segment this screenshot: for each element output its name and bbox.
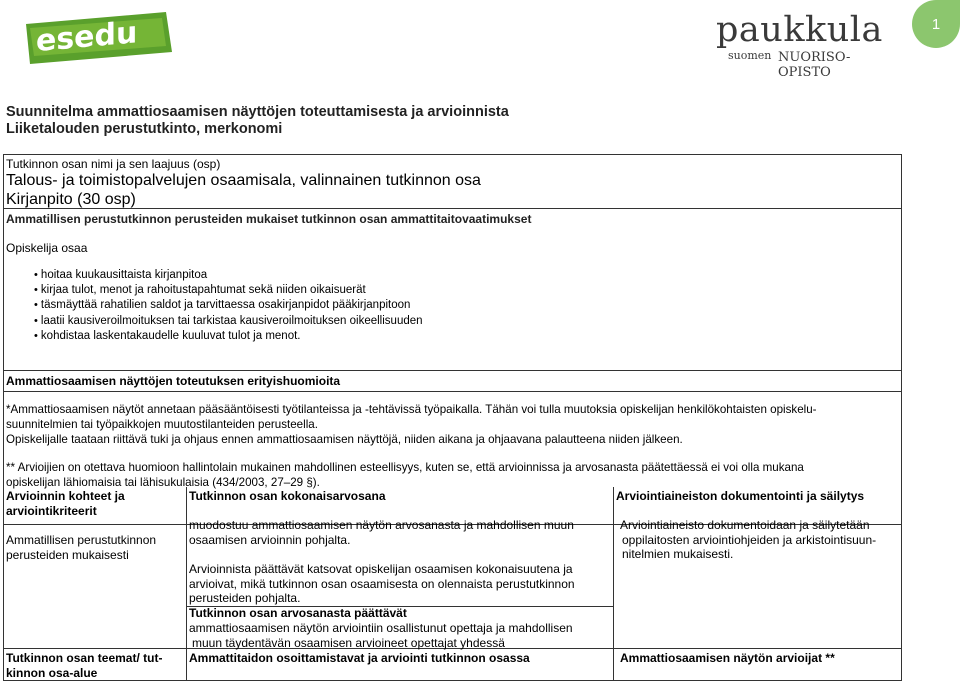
themes-heading: Tutkinnon osan teemat/ tut- kinnon osa-alue — [6, 651, 163, 680]
document-subtitle: Liiketalouden perustutkinto, merkonomi — [6, 121, 283, 137]
requirements-heading: Ammatillisen perustutkinnon perusteiden mukaiset tutkinnon osan ammattitaitovaatimukset — [6, 212, 532, 226]
paukkula-sub-suomen: suomen — [728, 49, 772, 62]
esedu-logo — [26, 12, 172, 64]
paukkula-wordmark: paukkula — [716, 10, 883, 50]
notes-paragraph-2: ** Arvioijien on otettava huomioon hallintolain mukainen mahdollinen esteellisyys, kuten se, että arvioinnissa ja arvosanasta päätettäessä ei voi olla mukana opiskelijan lähiomaisia tai lähisukulaisia (434/2003, 27–29 §). — [6, 461, 804, 489]
grade-heading: Tutkinnon osan kokonaisarvosana — [189, 489, 386, 503]
paukkula-logo — [716, 10, 894, 80]
notes-heading: Ammattiosaamisen näyttöjen toteutuksen erityishuomioita — [6, 374, 341, 388]
divider — [4, 208, 901, 209]
module-info-box — [3, 154, 902, 525]
list-item: • kohdistaa laskentakaudelle kuuluvat tulot ja menot. — [34, 329, 423, 344]
list-item: • kirjaa tulot, menot ja rahoitustapahtumat sekä niiden oikaisuerät — [34, 283, 423, 298]
divider — [4, 391, 901, 392]
table-cell-documentation — [613, 487, 902, 649]
divider — [4, 370, 901, 371]
grade-paragraph-2: Arvioinnista päättävät katsovat opiskelijan osaamisen kokonaisuutena ja arvioivat, mikä tutkinnon osan osaamisesta on olennaista perustutkinnon perusteiden pohjalta. — [189, 562, 575, 606]
documentation-heading: Arviointiaineiston dokumentointi ja säilytys — [616, 489, 865, 503]
requirements-intro: Opiskelija osaa — [6, 241, 88, 255]
list-item: • laatii kausiveroilmoituksen tai tarkistaa kausiveroilmoituksen oikeellisuuden — [34, 314, 423, 329]
svg-text:esedu: esedu — [36, 15, 138, 60]
paukkula-sub-nuoriso: NUORISO-OPISTO — [778, 50, 851, 80]
notes-paragraph-1: *Ammattiosaamisen näytöt annetaan pääsääntöisesti työtilanteissa ja -tehtävissä työpaikalla. Tähän voi tulla muutoksia opiskelijan henkilökohtaisten opiskelu- suunnitelmien tai työpaikkojen muutostilanteiden perusteella. Opiskelijalle taataan riittävä tuki ja ohjaus ennen ammattiosaamisen näyttöjä, niiden aikana ja ohjaavana palautteena niiden jälkeen. — [6, 403, 817, 446]
list-item: • täsmäyttää rahatilien saldot ja tarvittaessa osakirjanpidot pääkirjanpitoon — [34, 298, 423, 313]
assessors-heading: Ammattiosaamisen näytön arvioijat ** — [620, 651, 835, 665]
criteria-heading: Arvioinnin kohteet ja arviointikriteerit — [6, 489, 125, 518]
documentation-body: Arviointiaineisto dokumentoidaan ja säilytetään oppilaitosten arviointiohjeiden ja arkistointisuun- nitelmien mukaisesti. — [620, 518, 877, 562]
page-number-badge: 1 — [912, 0, 960, 48]
module-title-line2: Kirjanpito (30 osp) — [6, 191, 136, 208]
criteria-body: Ammatillisen perustutkinnon perusteiden mukaisesti — [6, 533, 157, 562]
grade-deciders-body: ammattiosaamisen näytön arviointiin osallistunut opettaja ja mahdollisen muun täydentävän osaamisen arvioineet opettajat yhdessä — [189, 621, 573, 650]
grade-deciders-heading: Tutkinnon osan arvosanasta päättävät — [189, 606, 407, 620]
methods-heading: Ammattitaidon osoittamistavat ja arviointi tutkinnon osassa — [189, 651, 530, 665]
module-title-line1: Talous- ja toimistopalvelujen osaamisala, valinnainen tutkinnon osa — [6, 172, 481, 189]
requirements-list — [34, 268, 423, 344]
module-name-label: Tutkinnon osan nimi ja sen laajuus (osp) — [6, 157, 221, 171]
list-item: • hoitaa kuukausittaista kirjanpitoa — [34, 268, 423, 283]
grade-paragraph-1: muodostuu ammattiosaamisen näytön arvosanasta ja mahdollisen muun osaamisen arvioinnin pohjalta. — [189, 518, 574, 547]
document-title: Suunnitelma ammattiosaamisen näyttöjen toteuttamisesta ja arvioinnista — [6, 104, 509, 120]
